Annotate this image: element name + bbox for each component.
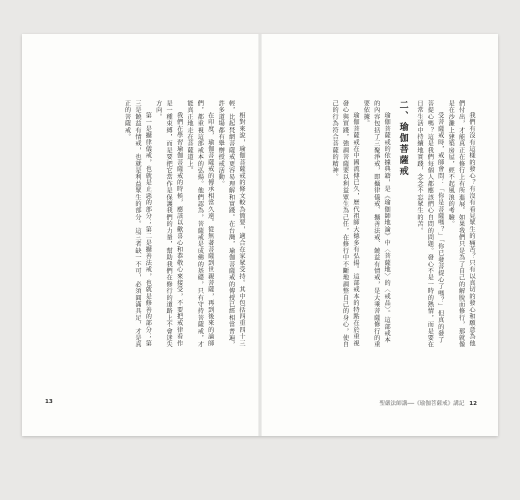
left-page [22,34,260,436]
paragraph: 相對來說，瑜伽菩薩戒的條文較為簡要，適合在家眾受持。其中包括四重四十三輕，比起梵網菩薩戒更容易理解和實踐。在台灣，瑜伽菩薩戒的傳授已經相當普遍，許多道場都有舉辦授戒活動。 [217,100,245,348]
paragraph: 受菩薩戒時，戒師會問：「你是菩薩嗎？」「你已發菩提心了嗎？」但真的發了菩提心嗎？這是我們每個人都應該捫心自問的問題。發心不是一時的熱情，而是要在日常生活中持續地實踐，念念不忘眾生的苦。 [415,100,444,348]
left-page-body [46,100,246,350]
paragraph: 在印度，瑜伽菩薩戒的傳承相當久遠。從無著菩薩到世親菩薩，再到後來的論師們，都重視這部戒本的弘揚。他們認為，菩薩戒是成佛的基礎，只有守持菩薩戒，才能真正地走在菩薩道上。 [185,100,214,348]
page-number: 12 [469,401,477,407]
paragraph: 第一是攝律儀戒，也就是止惡的部分；第二是攝善法戒，也就是修善的部分；第三是饒益有情戒，也就是利益眾生的部分。這三者缺一不可，必須圓滿具足，才是真正的菩薩戒。 [123,100,152,348]
paragraph: 我們有沒有這樣的發心？有沒有看見眾生的痛苦？只有以真切的發心和願意為他們付出，才能真正在修行上有所進展。如果我們只是為了自己的解脫而修行，那就像是在沙灘上建築房屋，經不起風浪的考驗。 [447,100,475,348]
right-page [260,34,498,436]
book-spread [22,34,498,436]
paragraph: 瑜伽菩薩戒在中國流傳已久，歷代祖師大德多有弘揚。這部戒本的特點在於重視發心與實踐，強調菩薩要以利益眾生為己任，在修行中不斷地調整自己的身心，使自己的行為符合菩薩的精神。 [331,100,359,348]
paragraph: 瑜伽菩薩戒的依據典籍，是《瑜伽師地論》中〈菩薩地〉的〈戒品〉。這部戒本的內容包括了三聚淨戒，即攝律儀戒、攝善法戒、饒益有情戒，是大乘菩薩修行的重要依據。 [362,100,391,348]
running-head: 聖嚴法師講──《瑜伽菩薩戒》講記 [379,401,465,407]
right-page-body [272,100,476,350]
section-heading: 二、瑜伽菩薩戒 [397,100,408,177]
left-page-footer [42,399,56,405]
paragraph: 我們在學習瑜伽菩薩戒的時候，應該以歡喜心和恭敬心來接受，不要把戒律看作是一種束縛，而是要把它當作是保護我們的力量，幫助我們在修行的道路上不會迷失方向。 [154,100,183,348]
right-page-footer [379,399,480,407]
page-number: 13 [45,399,53,405]
